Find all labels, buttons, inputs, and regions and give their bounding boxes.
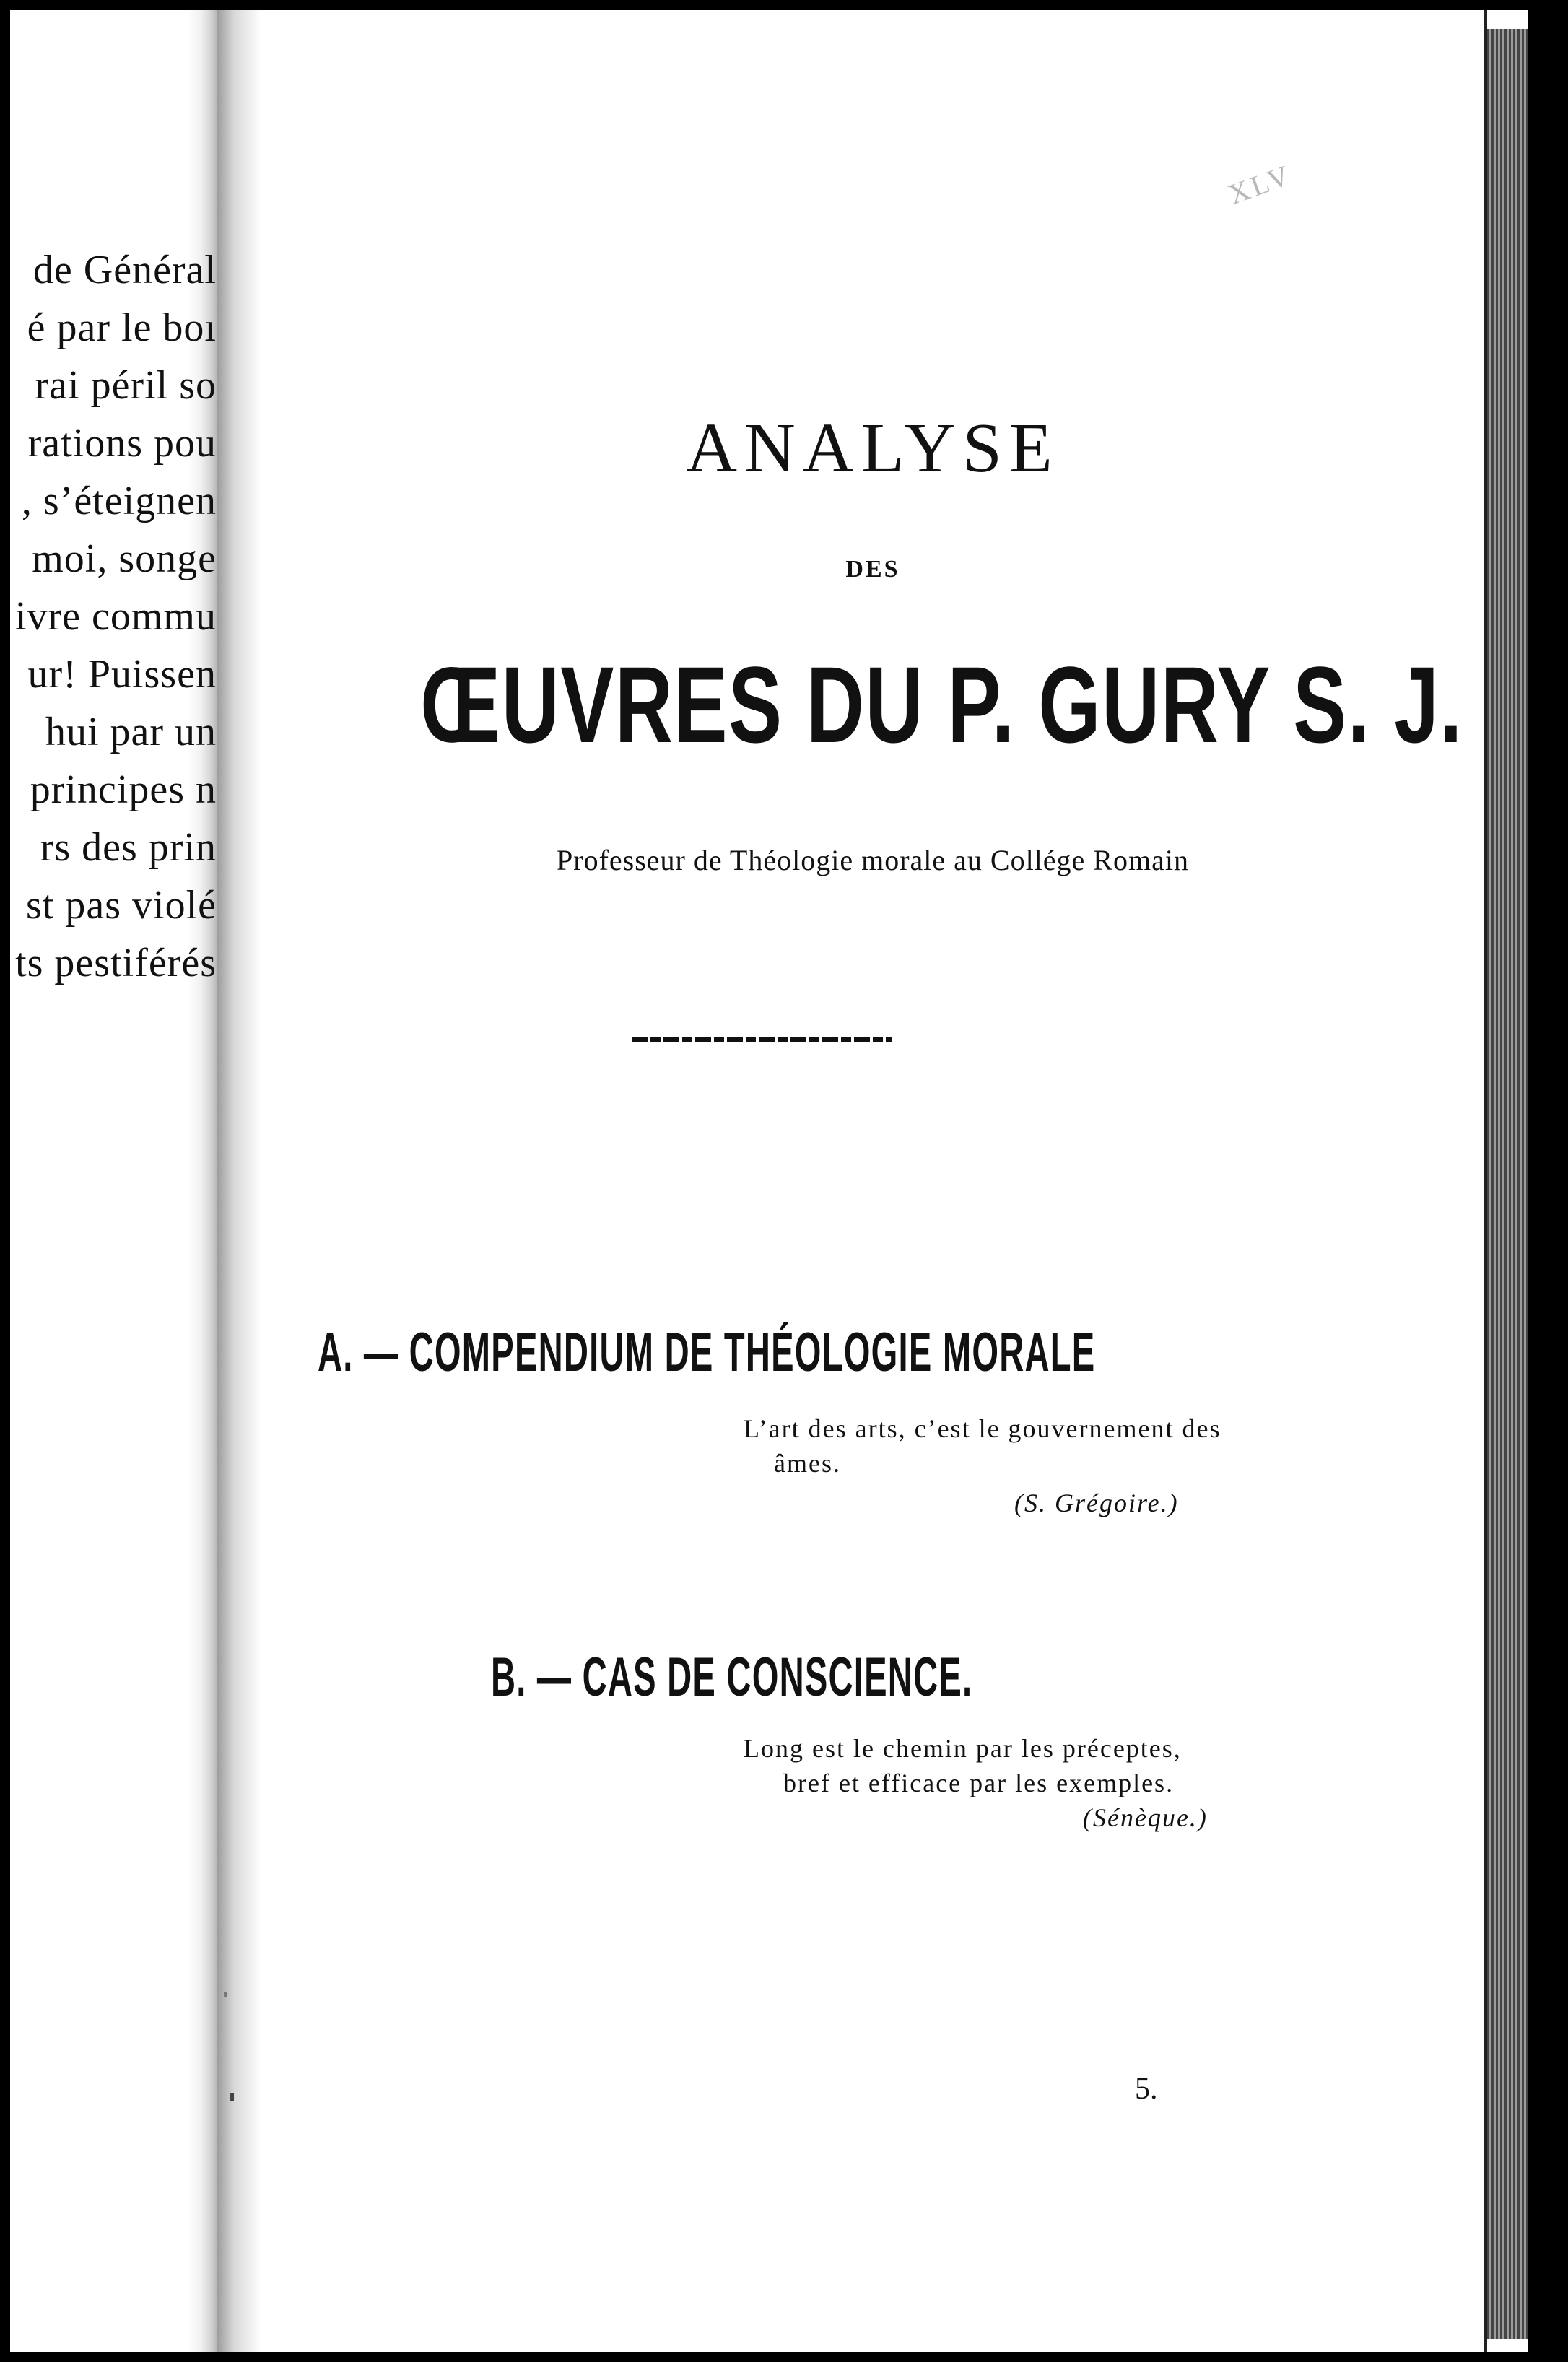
pencil-annotation: XLV: [1224, 157, 1297, 212]
section-a-heading: A. — COMPENDIUM DE THÉOLOGIE MORALE: [318, 1322, 1096, 1383]
left-line: ur! Puissen: [27, 652, 217, 697]
book-gutter: [217, 10, 261, 2352]
ink-speck: [230, 2093, 234, 2101]
subtitle: Professeur de Théologie morale au Collége Romain: [557, 844, 1189, 876]
ink-speck: [224, 1992, 227, 1997]
section-b-quote-line1: Long est le chemin par les préceptes,: [744, 1734, 1182, 1763]
section-b-attribution: (Sénèque.): [1083, 1803, 1208, 1832]
previous-page-edge: [10, 10, 227, 2352]
book-fore-edge: [1487, 29, 1528, 2339]
left-line: principes n: [30, 767, 217, 812]
left-line: rai péril so: [35, 363, 217, 408]
section-b-quote-line2: bref et efficace par les exemples.: [783, 1769, 1175, 1797]
left-line: ivre commu: [14, 594, 217, 639]
decorative-rule: [632, 1037, 892, 1042]
left-line: rs des prin: [40, 825, 217, 870]
page-number: 5.: [1135, 2073, 1158, 2106]
left-line: de Général: [32, 248, 217, 292]
previous-page-text: [15, 241, 217, 992]
left-line: , s’éteignen: [21, 479, 217, 523]
section-a-quote-line1: L’art des arts, c’est le gouvernement des: [744, 1414, 1221, 1443]
section-a-attribution: (S. Grégoire.): [1014, 1489, 1179, 1517]
left-line: ts pestiférés: [15, 941, 217, 985]
left-line: rations pou: [27, 421, 217, 466]
left-line: é par le boı: [27, 305, 217, 350]
section-a-quote-line2: âmes.: [774, 1449, 841, 1478]
title-main: ŒUVRES DU P. GURY S. J.: [420, 644, 1463, 765]
left-line: moi, songe: [32, 536, 217, 581]
left-line: hui par un: [45, 710, 217, 754]
left-line: st pas violé: [26, 883, 217, 928]
title-analyse: ANALYSE: [686, 409, 1060, 487]
title-des: DES: [845, 556, 900, 583]
section-b-heading: B. — CAS DE CONSCIENCE.: [491, 1647, 973, 1708]
